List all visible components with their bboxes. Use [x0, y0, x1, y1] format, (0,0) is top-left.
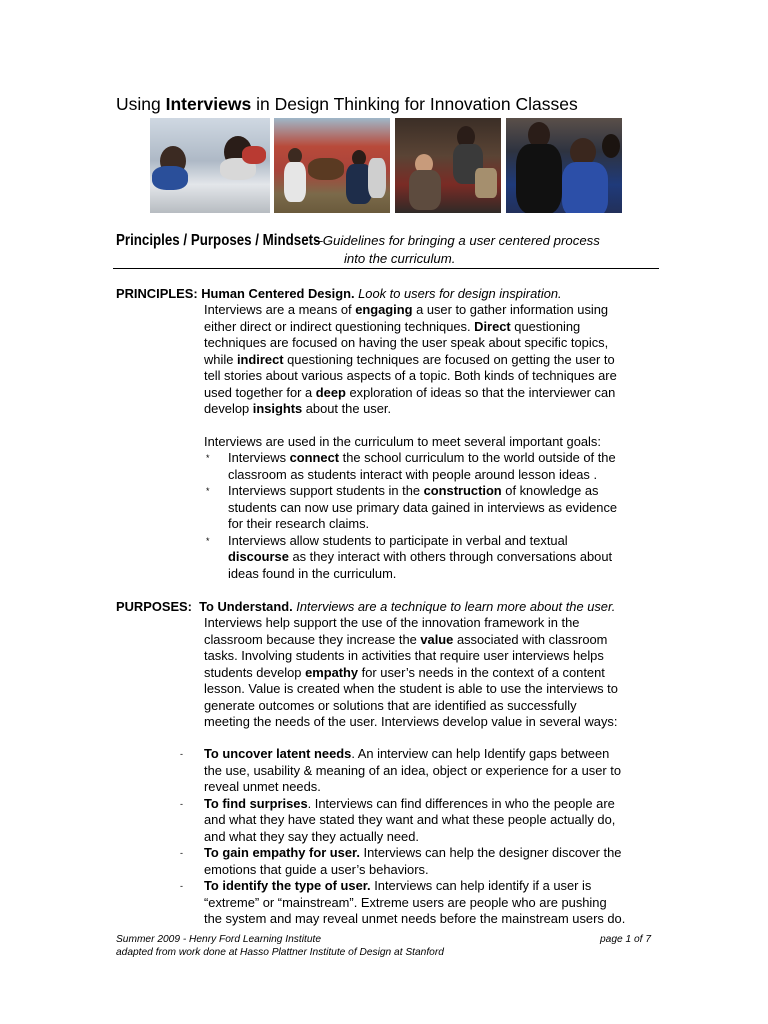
- list-item: - To find surprises. Interviews can find differences in who the people are and what they have stated they want and what these people actually do, and what they say they actually need.: [180, 795, 616, 844]
- divider-rule: [113, 268, 659, 269]
- para-line: lesson. Value is created when the student is able to use the interviews to: [204, 681, 618, 696]
- para-line: while indirect questioning techniques are focused on getting the user to: [204, 351, 615, 367]
- title-prefix: Using: [116, 94, 166, 114]
- subheading-bold: Principles / Purposes / Mindsets: [116, 232, 321, 249]
- photo-strip: [150, 118, 622, 213]
- principles-label: PRINCIPLES:: [116, 286, 198, 301]
- title-bold: Interviews: [165, 94, 252, 114]
- para-line: Interviews help support the use of the innovation framework in the: [204, 615, 580, 630]
- photo-classroom: [150, 118, 270, 213]
- dash-marker: -: [180, 749, 183, 759]
- photo-workshop: [395, 118, 501, 213]
- purposes-paragraph: [204, 615, 618, 731]
- photo-barn: [274, 118, 390, 213]
- dash-marker: -: [180, 848, 183, 858]
- title-suffix: in Design Thinking for Innovation Classes: [251, 94, 578, 114]
- para-line: classroom because they increase the value associated with classroom: [204, 631, 608, 647]
- para-line: meeting the needs of the user. Interviews develop value in several ways:: [204, 714, 618, 729]
- bullet-marker: *: [206, 535, 210, 546]
- subheading-line1: –Guidelines for bringing a user centered process: [311, 233, 600, 248]
- principles-heading-line: [116, 286, 562, 303]
- footer-line-1: Summer 2009 - Henry Ford Learning Institute: [116, 934, 321, 945]
- purposes-heading: To Understand.: [191, 599, 293, 614]
- para-line: either direct or indirect questioning techniques. Direct questioning: [204, 318, 581, 334]
- para-line: students develop empathy for user’s needs in the context of a content: [204, 664, 605, 680]
- page-number: page 1 of 7: [600, 934, 651, 945]
- principles-heading: Human Centered Design.: [197, 286, 355, 301]
- para-line: tasks. Involving students in activities that require user interviews helps: [204, 648, 604, 663]
- purposes-list: [180, 746, 625, 928]
- principles-paragraph: [204, 302, 617, 418]
- para-line: tell stories about various aspects of a topic. Both kinds of techniques are: [204, 368, 617, 383]
- purposes-label: PURPOSES:: [116, 599, 192, 614]
- section-subheading: [116, 232, 661, 266]
- para-line: Interviews are a means of engaging a user to gather information using: [204, 302, 609, 317]
- principles-heading-italic: Look to users for design inspiration.: [354, 286, 562, 301]
- list-item: - To gain empathy for user. Interviews can help the designer discover the emotions that guide a user’s behaviors.: [180, 845, 622, 877]
- para-line: develop insights about the user.: [204, 401, 392, 416]
- document-title: [116, 94, 578, 115]
- list-item: - To uncover latent needs. An interview can help Identify gaps between the use, usability & meaning of an idea, object or experience for a user to reveal unmet needs.: [180, 746, 622, 794]
- list-item: * Interviews allow students to participate in verbal and textual discourse as they interact with others through conversations about ideas found in the curriculum.: [206, 532, 613, 581]
- subheading-line2: into the curriculum.: [344, 251, 456, 266]
- bullet-marker: *: [206, 486, 210, 496]
- list-item: - To identify the type of user. Interviews can help identify if a user is “extreme” or “mainstream”. Extreme users are people who are pushing the system and may reveal unmet needs before the mainstream users do.: [180, 878, 626, 926]
- footer-left: [116, 933, 444, 959]
- list-item: * Interviews connect the school curriculum to the world outside of the classroom as students interact with people around lesson ideas .: [206, 450, 616, 482]
- footer-line-2: adapted from work done at Hasso Plattner Institute of Design at Stanford: [116, 947, 444, 958]
- photo-students: [506, 118, 622, 213]
- dash-marker: -: [180, 881, 183, 891]
- para-line: techniques are focused on having the user speak about specific topics,: [204, 335, 609, 350]
- list-item: * Interviews support students in the construction of knowledge as students can now use primary data gained in interviews as evidence for their research claims.: [206, 483, 618, 531]
- bullet-marker: *: [206, 453, 210, 463]
- para-line: generate outcomes or solutions that are identified as successfully: [204, 697, 577, 713]
- goals-list: [204, 450, 617, 582]
- goals-intro: Interviews are used in the curriculum to meet several important goals:: [204, 434, 601, 449]
- dash-marker: -: [180, 798, 183, 809]
- purposes-heading-line: [116, 599, 615, 616]
- para-line: used together for a deep exploration of ideas so that the interviewer can: [204, 384, 616, 400]
- purposes-heading-italic: Interviews are a technique to learn more about the user.: [292, 599, 616, 614]
